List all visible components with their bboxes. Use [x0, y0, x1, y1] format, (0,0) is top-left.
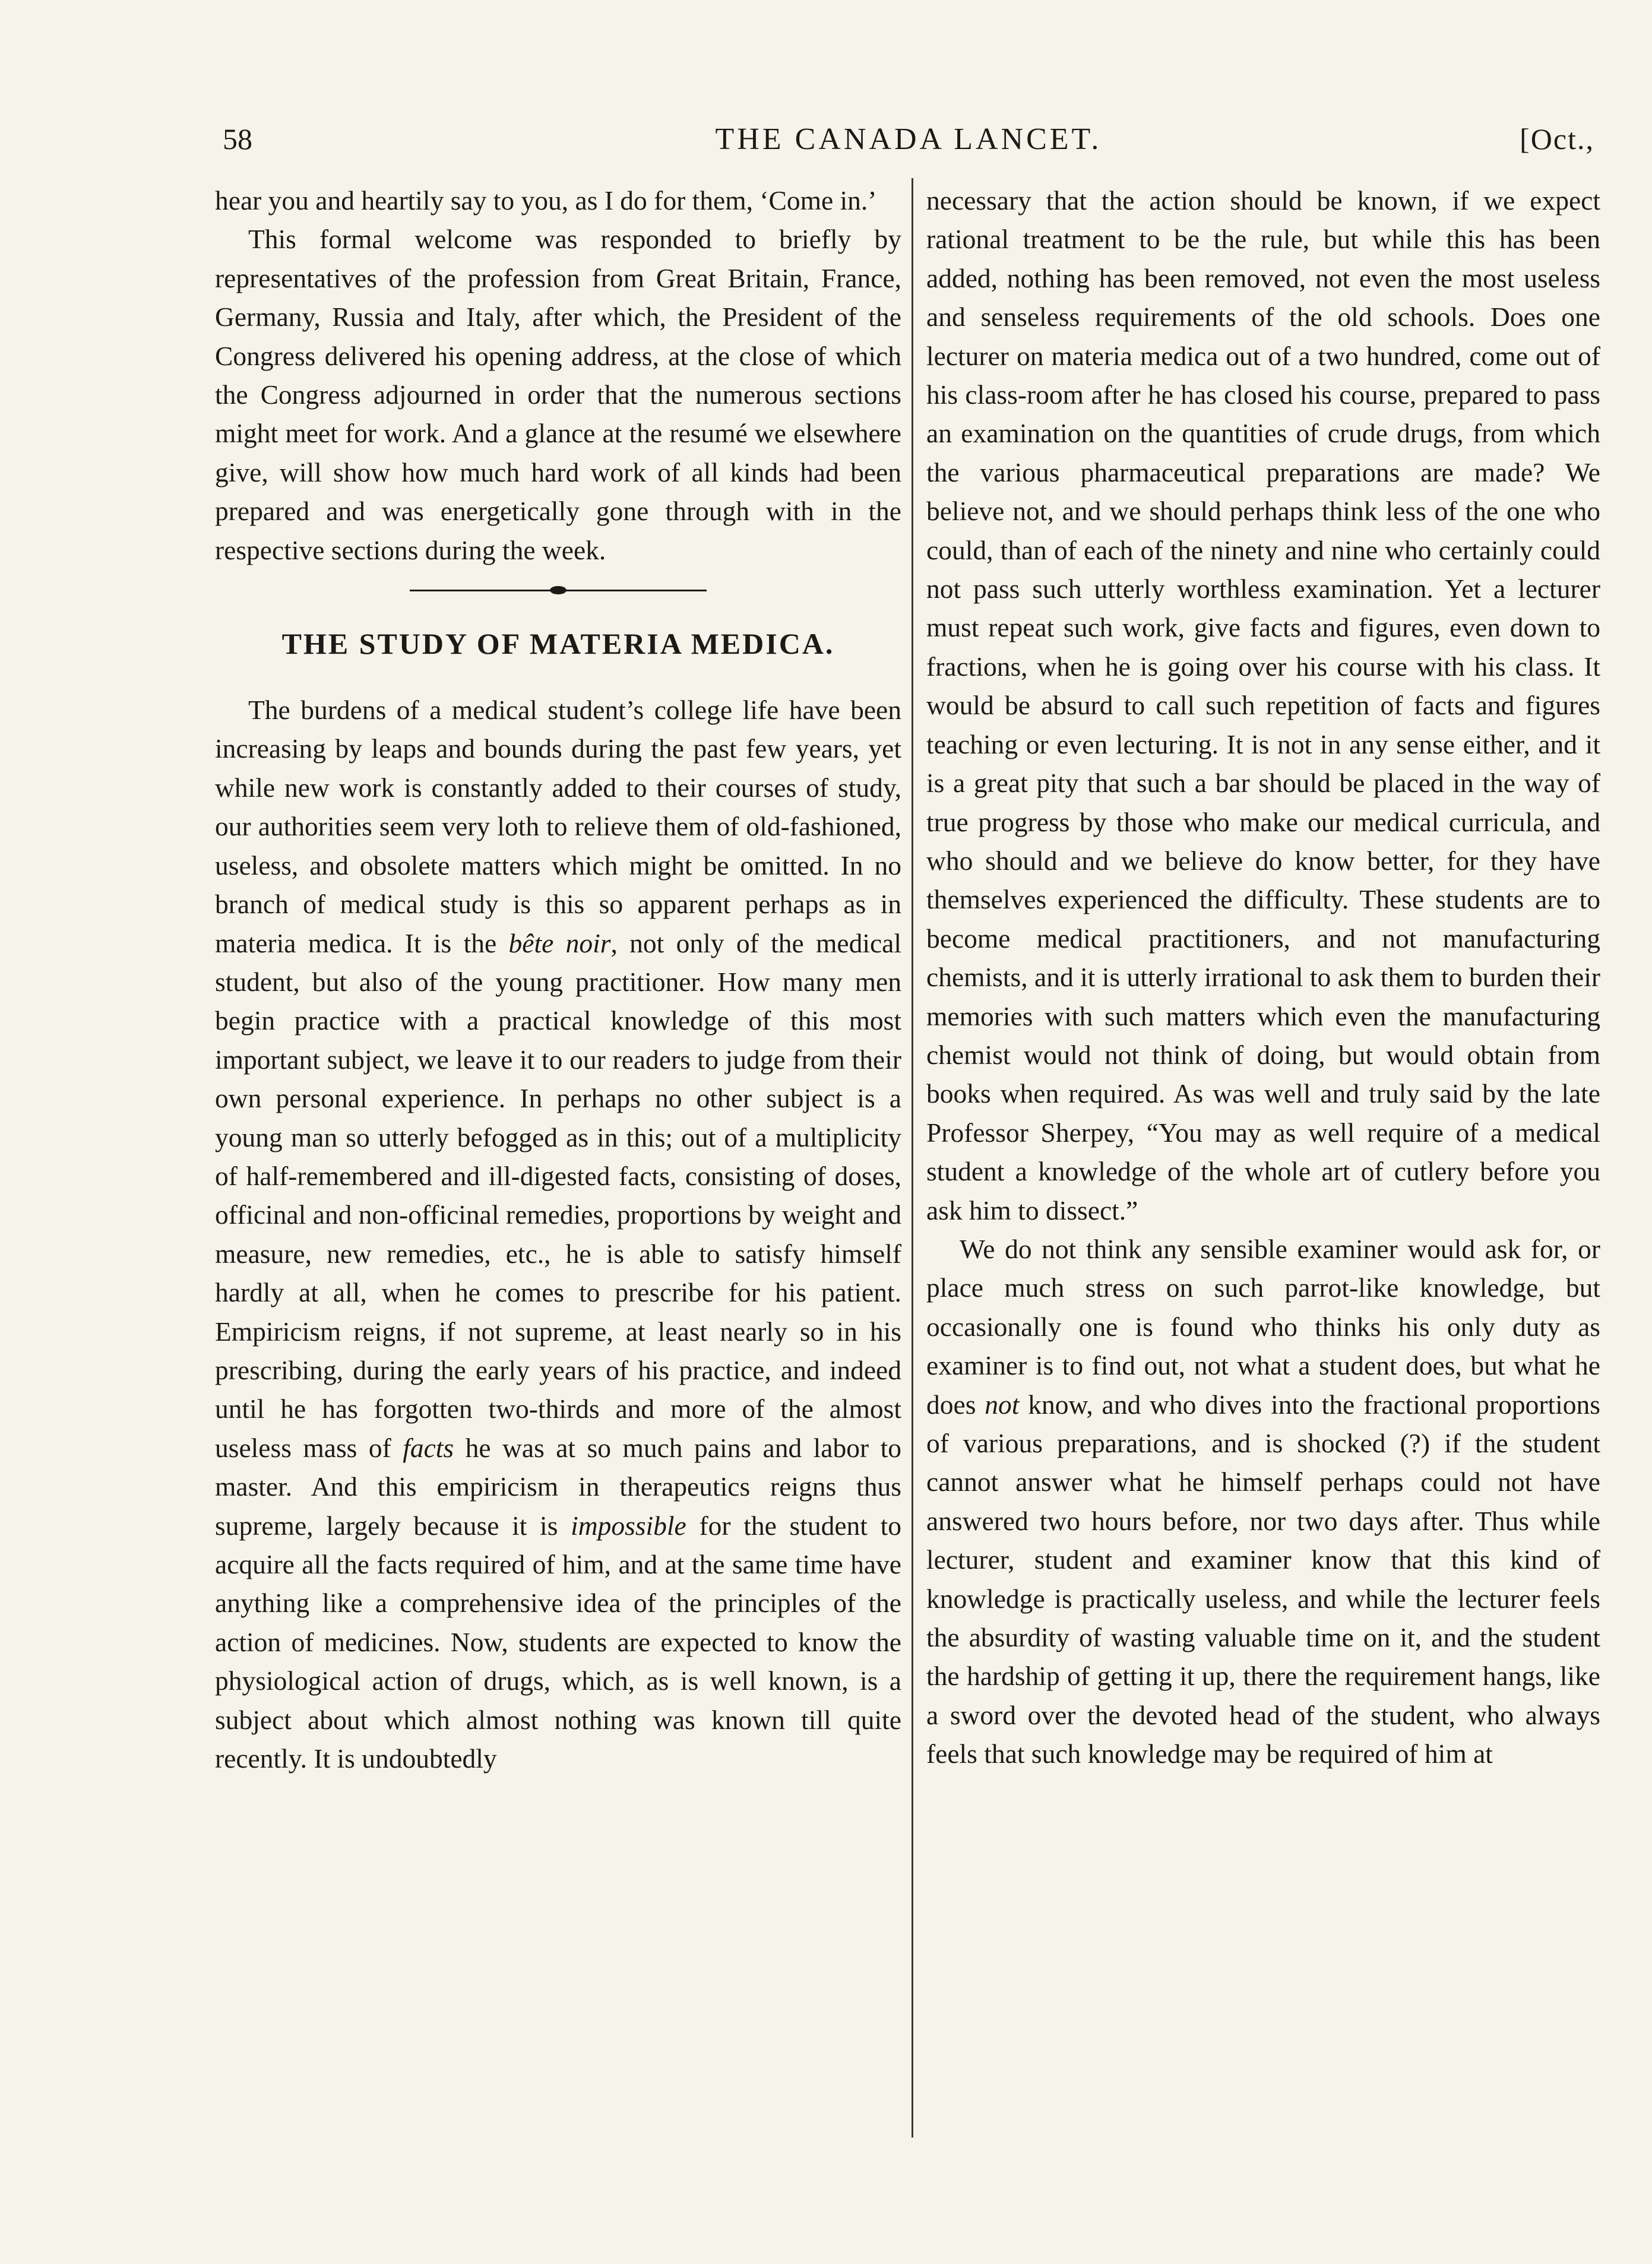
- page-number: 58: [223, 122, 252, 156]
- article-paragraph-1-continued: necessary that the action should be known, if we expect rational treatment to be the rule, but while this has been added, nothing has been removed, not even the most useless and senseless requirements of the old schools. Does one lecturer on materia medica out of a two hundred, come out of his class-room after he has closed his course, prepared to pass an examination on the quantities of crude drugs, from which the various pharmaceutical preparations are made? We believe not, and we should perhaps think less of the one who could, than of each of the ninety and nine who certainly could not pass such utterly worthless examination. Yet a lecturer must repeat such work, give facts and figures, even down to fractions, when he is going over his course with his class. It would be absurd to call such repetition of facts and figures teaching or even lecturing. It is not in any sense either, and it is a great pity that such a bar should be placed in the way of true progress by those who make our medical curricula, and who should and we believe do know better, for they have themselves experienced the difficulty. These students are to become medical practitioners, and not manufacturing chemists, and it is utterly irrational to ask them to burden their memories with such matters which even the manufacturing chemist would not think of doing, but would obtain from books when required. As was well and truly said by the late Professor Sherpey, “You may as well require of a medical student a knowledge of the whole art of cutlery before you ask him to dissect.”: [926, 185, 1600, 1226]
- article-paragraph-1: The burdens of a medical student’s college life have been increasing by leaps and bounds during the past few years, yet while new work is constantly added to their courses of study, our authorities seem very loth to relieve them of old-fashioned, useless, and obsolete matters which might be omitted. In no branch of medical study is this so apparent perhaps as in materia medica. It is the bête noir, not only of the medical student, but also of the young practitioner. How many men begin practice with a practical knowledge of this most important subject, we leave it to our readers to judge from their own personal experience. In perhaps no other subject is a young man so utterly befogged as in this; out of a multiplicity of half-remembered and ill-digested facts, consisting of doses, officinal and non-officinal remedies, proportions by weight and measure, new remedies, etc., he is able to satisfy himself hardly at all, when he comes to prescribe for his patient. Empiricism reigns, if not supreme, at least nearly so in his prescribing, during the early years of his practice, and indeed until he has forgotten two-thirds and more of the almost useless mass of facts he was at so much pains and labor to master. And this empiricism in therapeutics reigns thus supreme, largely because it is impossible for the student to acquire all the facts required of him, and at the same time have anything like a comprehensive idea of the principles of the action of medicines. Now, students are expected to know the physiological action of drugs, which, as is well known, is a subject about which almost nothing was known till quite recently. It is undoubtedly: [215, 695, 902, 1774]
- continued-text: hear you and heartily say to you, as I do for them, ‘Come in.’: [215, 185, 877, 216]
- journal-title: THE CANADA LANCET.: [715, 122, 1102, 156]
- welcome-paragraph: This formal welcome was responded to briefly by representatives of the profession from Great Britain, France, Germany, Russia and Italy, after which, the President of the Congress delivered his opening address, at the close of which the Congress adjourned in order that the numerous sections might meet for work. And a glance at the resumé we elsewhere give, will show how much hard work of all kinds had been prepared and was energetically gone through with in the respective sections during the week.: [215, 224, 901, 565]
- issue-month: [Oct.,: [1520, 122, 1594, 156]
- section-separator-ornament: [410, 588, 707, 592]
- article-paragraph-2: We do not think any sensible examiner would ask for, or place much stress on such parrot-like knowledge, but occasionally one is found who thinks his only duty as examiner is to find out, not what a student does, but what he does not know, and who dives into the fractional proportions of various preparations, and is shocked (?) if the student cannot answer what he himself perhaps could not have answered two hours before, nor two days after. Thus while lecturer, student and examiner know that this kind of knowledge is practically useless, and while the lecturer feels the absurdity of wasting valuable time on it, and the student the hardship of getting it up, there the requirement hangs, like a sword over the devoted head of the student, who always feels that such knowledge may be required of him at: [926, 1233, 1600, 1769]
- column-divider: [912, 178, 913, 2138]
- section-title: THE STUDY OF MATERIA MEDICA.: [281, 627, 835, 661]
- running-header: [223, 122, 1594, 169]
- right-column: [926, 181, 1600, 1774]
- left-column: [215, 181, 901, 1778]
